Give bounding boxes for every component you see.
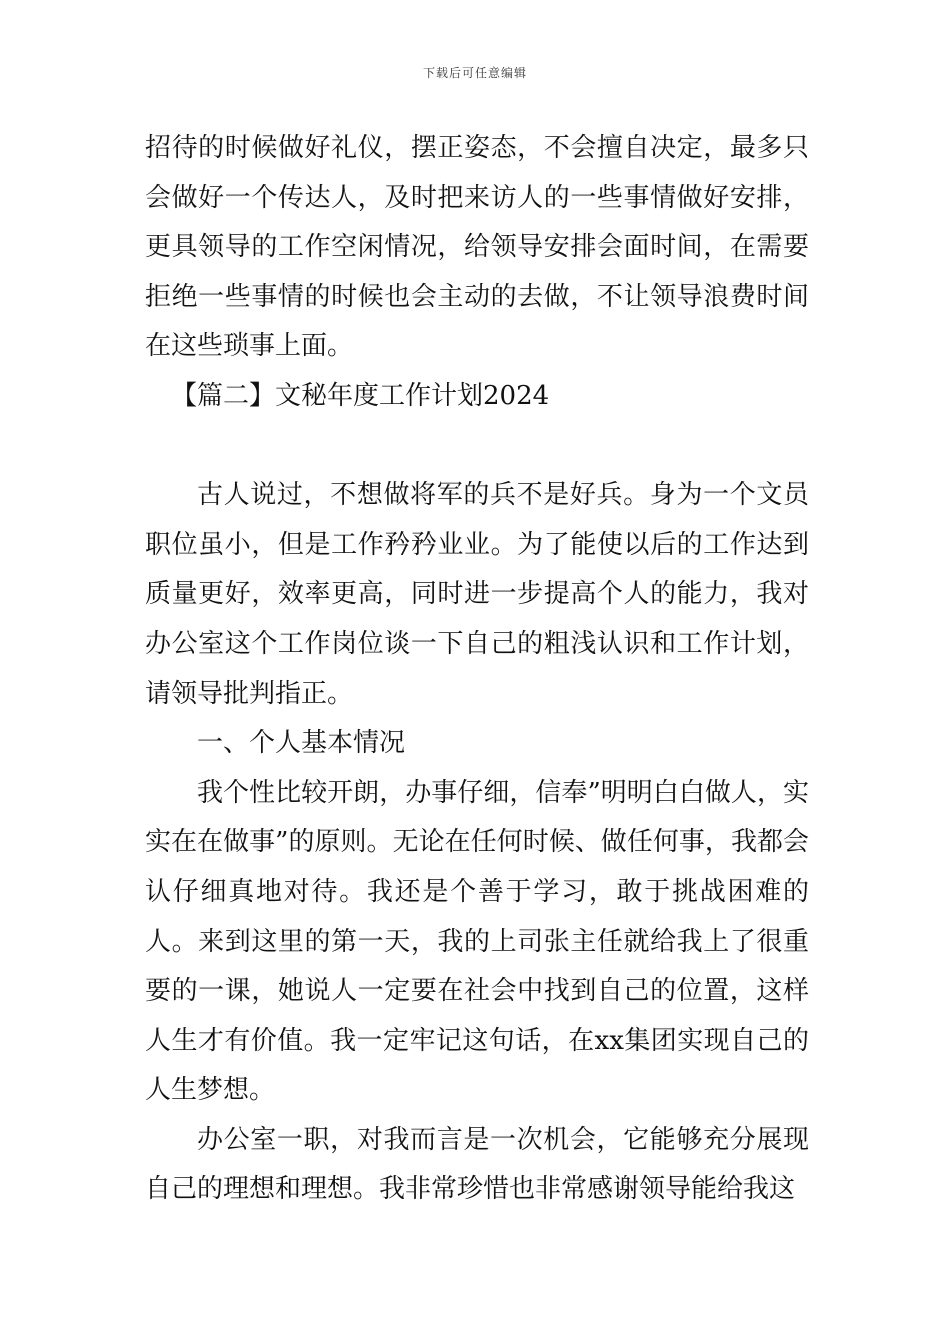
heading-personal-basic-info: 一、个人基本情况 bbox=[197, 728, 406, 759]
blank-line bbox=[145, 422, 809, 472]
section-title: 【篇二】文秘年度工作计划2024 bbox=[171, 380, 550, 411]
document-body bbox=[145, 124, 809, 1215]
paragraph-intro-continuation: 招待的时候做好礼仪，摆正姿态，不会擅自决定，最多只会做好一个传达人，及时把来访人的一些事情做好安排，更具领导的工作空闲情况，给领导安排会面时间，在需要拒绝一些事情的时候也会主动的去做，不让领导浪费时间在这些琐事上面。 bbox=[145, 133, 809, 362]
paragraph-personality: 我个性比较开朗，办事仔细，信奉”明明白白做人，实实在在做事”的原则。无论在任何时候、做任何事，我都会认仔细真地对待。我还是个善于学习，敢于挑战困难的人。来到这里的第一天，我的上司张主任就给我上了很重要的一课，她说人一定要在社会中找到自己的位置，这样人生才有价值。我一定牢记这句话，在xx集团实现自己的人生梦想。 bbox=[145, 777, 809, 1106]
page-header: 下载后可任意编辑 bbox=[422, 66, 527, 80]
paragraph-office-role: 办公室一职，对我而言是一次机会，它能够充分展现自己的理想和理想。我非常珍惜也非常感谢领导能给我这 bbox=[145, 1124, 809, 1205]
paragraph-opening: 古人说过，不想做将军的兵不是好兵。身为一个文员职位虽小，但是工作矜矜业业。为了能使以后的工作达到质量更好，效率更高，同时进一步提高个人的能力，我对办公室这个工作岗位谈一下自己的粗浅认识和工作计划，请领导批判指正。 bbox=[145, 480, 809, 709]
